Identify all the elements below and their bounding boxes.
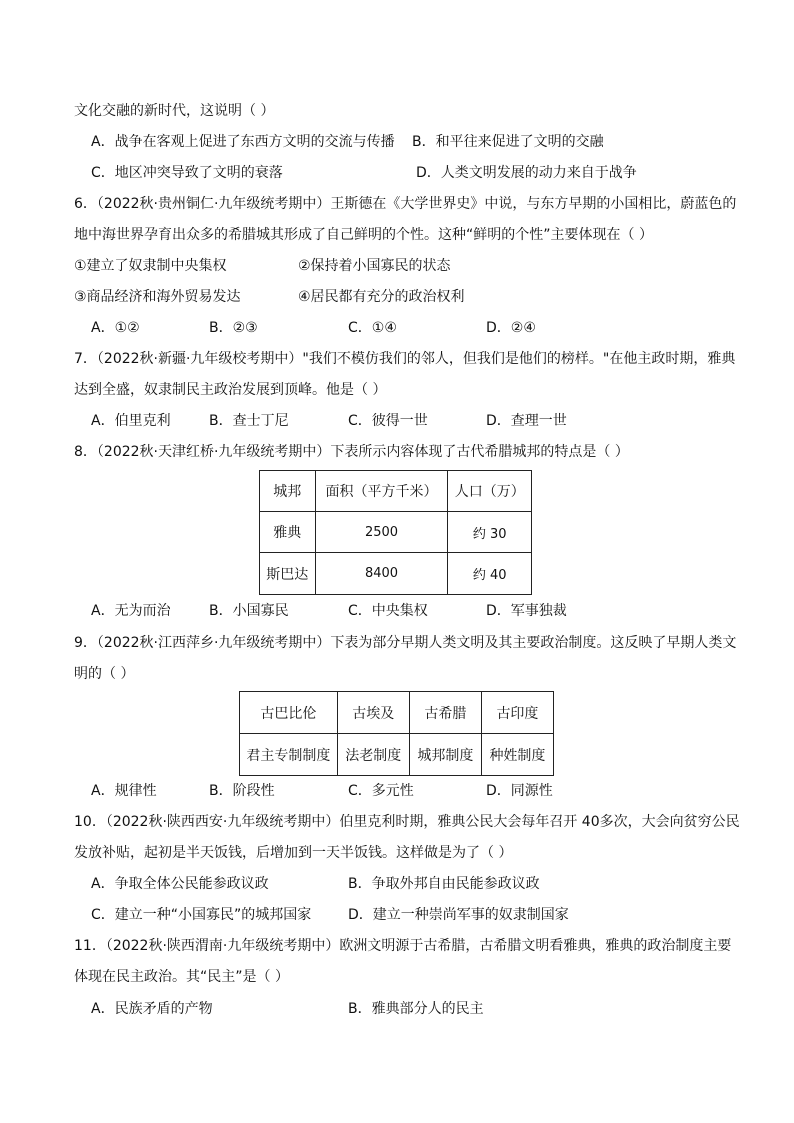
question-5-stem-tail: 文化交融的新时代，这说明（ ） xyxy=(74,103,275,119)
question-10-option-d: D．建立一种崇尚军事的奴隶制国家 xyxy=(348,907,569,923)
question-8-stem: 8．（2022秋·天津红桥·九年级统考期中）下表所示内容体现了古代希腊城邦的特点是（ ） xyxy=(74,444,629,460)
question-9-option-b: B．阶段性 xyxy=(209,783,275,799)
question-11-stem-line-2: 体现在民主政治。其“民主”是（ ） xyxy=(74,969,289,985)
question-10-stem-line-2: 发放补贴，起初是半天饭钱，后增加到一天半饭钱。这样做是为了（ ） xyxy=(74,845,513,861)
table-cell: 斯巴达 xyxy=(260,553,316,595)
table-header-cell: 古埃及 xyxy=(337,692,409,734)
question-6-item-3: ③商品经济和海外贸易发达 xyxy=(74,289,241,305)
question-10-option-c: C．建立一种“小国寡民”的城邦国家 xyxy=(91,907,312,923)
table-header-cell: 城邦 xyxy=(260,471,316,512)
question-9-stem-line-1: 9．（2022秋·江西萍乡·九年级统考期中）下表为部分早期人类文明及其主要政治制度。这反映了早期人类文 xyxy=(74,635,737,651)
question-10-option-a: A．争取全体公民能参政议政 xyxy=(91,876,269,892)
table-cell: 法老制度 xyxy=(337,734,409,776)
question-7-option-c: C．彼得一世 xyxy=(348,413,428,429)
question-6-item-1: ①建立了奴隶制中央集权 xyxy=(74,258,227,274)
question-8-option-d: D．军事独裁 xyxy=(486,603,567,619)
question-5-option-b: B．和平往来促进了文明的交融 xyxy=(412,134,604,150)
table-cell: 约 40 xyxy=(448,553,532,595)
question-6-item-2: ②保持着小国寡民的状态 xyxy=(298,258,451,274)
question-11-option-b: B．雅典部分人的民主 xyxy=(348,1001,484,1017)
question-6-stem-line-1: 6．（2022秋·贵州铜仁·九年级统考期中）王斯德在《大学世界史》中说，与东方早期的小国相比，蔚蓝色的 xyxy=(74,196,737,212)
question-5-option-d: D．人类文明发展的动力来自于战争 xyxy=(416,165,637,181)
table-cell: 约 30 xyxy=(448,512,532,553)
question-5-option-c: C．地区冲突导致了文明的衰落 xyxy=(91,165,283,181)
question-8-option-a: A．无为而治 xyxy=(91,603,171,619)
question-6-option-a: A．①② xyxy=(91,320,140,336)
table-cell: 雅典 xyxy=(260,512,316,553)
question-7-option-d: D．查理一世 xyxy=(486,413,567,429)
question-9-option-c: C．多元性 xyxy=(348,783,414,799)
table-header-cell: 面积（平方千米） xyxy=(315,471,448,512)
table-header-cell: 古印度 xyxy=(481,692,553,734)
question-7-option-a: A．伯里克利 xyxy=(91,413,171,429)
question-9-stem-line-2: 明的（ ） xyxy=(74,666,135,682)
question-10-stem-line-1: 10．（2022秋·陕西西安·九年级统考期中）伯里克利时期，雅典公民大会每年召开 40多次，大会向贫穷公民 xyxy=(74,814,740,830)
question-7-stem-line-2: 达到全盛，奴隶制民主政治发展到顶峰。他是（ ） xyxy=(74,382,387,398)
question-9-table xyxy=(239,691,554,776)
question-8-option-c: C．中央集权 xyxy=(348,603,428,619)
table-cell: 城邦制度 xyxy=(409,734,481,776)
table-cell: 8400 xyxy=(315,553,448,595)
question-6-option-b: B．②③ xyxy=(209,320,258,336)
question-11-option-a: A．民族矛盾的产物 xyxy=(91,1001,213,1017)
question-8-table xyxy=(259,470,532,595)
table-cell: 2500 xyxy=(315,512,448,553)
question-7-option-b: B．查士丁尼 xyxy=(209,413,289,429)
question-6-option-c: C．①④ xyxy=(348,320,397,336)
question-7-stem-line-1: 7．（2022秋·新疆·九年级校考期中）"我们不模仿我们的邻人，但我们是他们的榜样。"在他主政时期，雅典 xyxy=(74,351,736,367)
question-6-stem-line-2: 地中海世界孕育出众多的希腊城其形成了自己鲜明的个性。这种“鲜明的个性”主要体现在（ ） xyxy=(74,227,653,243)
table-header-cell: 古巴比伦 xyxy=(240,692,338,734)
question-9-option-d: D．同源性 xyxy=(486,783,553,799)
table-cell: 君主专制制度 xyxy=(240,734,338,776)
question-6-item-4: ④居民都有充分的政治权利 xyxy=(298,289,465,305)
question-11-stem-line-1: 11．（2022秋·陕西渭南·九年级统考期中）欧洲文明源于古希腊，古希腊文明看雅典，雅典的政治制度主要 xyxy=(74,938,732,954)
question-10-option-b: B．争取外邦自由民能参政议政 xyxy=(348,876,540,892)
table-header-cell: 人口（万） xyxy=(448,471,532,512)
table-cell: 种姓制度 xyxy=(481,734,553,776)
table-header-cell: 古希腊 xyxy=(409,692,481,734)
question-8-option-b: B．小国寡民 xyxy=(209,603,289,619)
question-5-option-a: A．战争在客观上促进了东西方文明的交流与传播 xyxy=(91,134,395,150)
question-9-option-a: A．规律性 xyxy=(91,783,157,799)
question-6-option-d: D．②④ xyxy=(486,320,536,336)
